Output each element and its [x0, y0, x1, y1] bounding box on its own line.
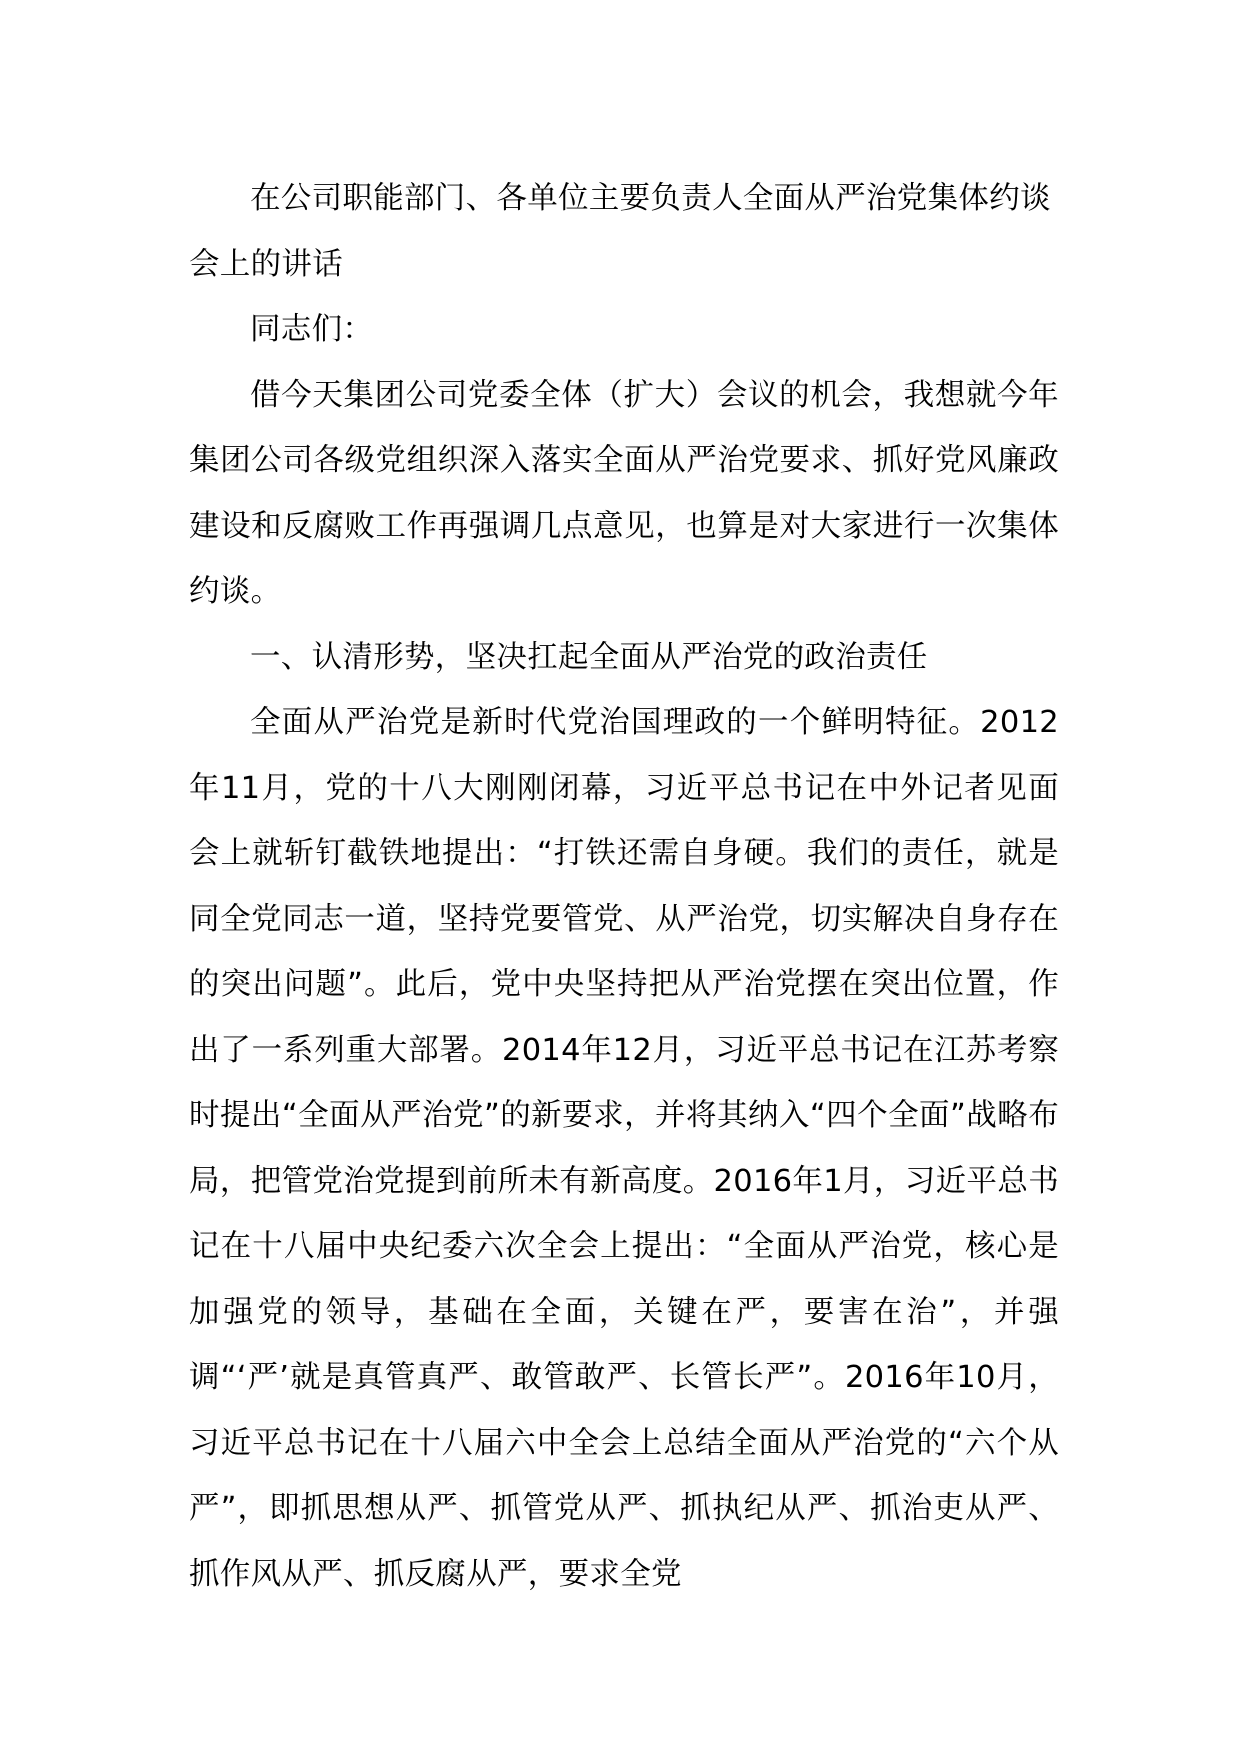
body-paragraph: 借今天集团公司党委全体（扩大）会议的机会，我想就今年集团公司各级党组织深入落实全面从严治党要求、抓好党风廉政建设和反腐败工作再强调几点意见，也算是对大家进行一次集体约谈。 — [189, 377, 1059, 609]
document-title: 在公司职能部门、各单位主要负责人全面从严治党集体约谈会上的讲话 — [189, 181, 1051, 282]
body-paragraph: 全面从严治党是新时代党治国理政的一个鲜明特征。2012年11月，党的十八大刚刚闭幕，习近平总书记在中外记者见面会上就斩钉截铁地提出：“打铁还需自身硬。我们的责任，就是同全党同志一道，坚持党要管党、从严治党，切实解决自身存在的突出问题”。此后，党中央坚持把从严治党摆在突出位置，作出了一系列重大部署。2014年12月，习近平总书记在江苏考察时提出“全面从严治党”的新要求，并将其纳入“四个全面”战略布局，把管党治党提到前所未有新高度。2016年1月，习近平总书记在十八届中央纪委六次全会上提出：“全面从严治党，核心是加强党的领导，基础在全面，关键在严，要害在治”，并强调“‘严’就是真管真严、敢管敢严、长管长严”。2016年10月，习近平总书记在十八届六中全会上总结全面从严治党的“六个从严”，即抓思想从严、抓管党从严、抓执纪从严、抓治吏从严、抓作风从严、抓反腐从严，要求全党 — [189, 705, 1059, 1592]
salutation: 同志们： — [250, 312, 374, 347]
section-heading: 一、认清形势，坚决扛起全面从严治党的政治责任 — [250, 639, 928, 675]
document-page — [189, 166, 1059, 1607]
